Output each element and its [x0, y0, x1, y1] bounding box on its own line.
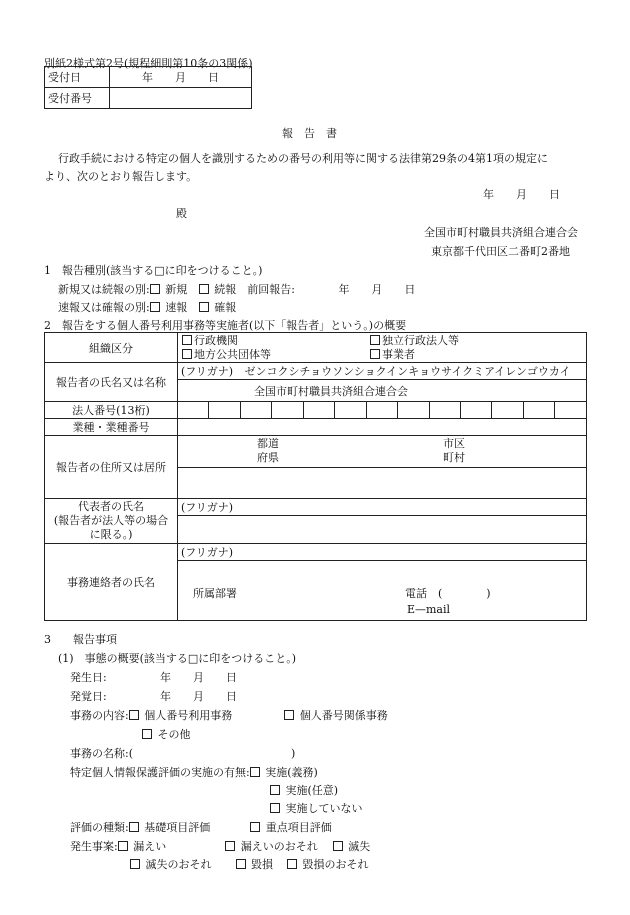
- loss-label: 滅失: [348, 840, 371, 853]
- priority-eval-label: 重点項目評価: [265, 821, 332, 834]
- corp-number-digit[interactable]: [240, 402, 271, 419]
- form-id: 別紙2様式第2号(規程細則第10条の3関係): [44, 57, 253, 70]
- contact-details[interactable]: [177, 561, 586, 621]
- department-label: 所属部署: [192, 587, 237, 600]
- address-label: 報告者の住所又は居所: [45, 436, 178, 499]
- incident-row2: [130, 856, 369, 872]
- org-type-label: 組織区分: [45, 333, 178, 363]
- phone-label: 電話 ( ): [404, 587, 491, 600]
- occurred-date[interactable]: 年 月 日: [160, 671, 237, 684]
- task-name-row: [70, 745, 295, 761]
- assessment-voluntary-label: 実施(任意): [285, 784, 339, 797]
- damage-risk-label: 毀損のおそれ: [302, 858, 369, 871]
- discovered-date-row: [70, 688, 237, 704]
- personal-number-related-label: 個人番号関係事務: [299, 709, 388, 722]
- corp-number-digit[interactable]: [555, 402, 587, 419]
- email-label: E—mail: [406, 603, 451, 616]
- damage-risk-checkbox[interactable]: [287, 859, 297, 869]
- corp-number-digit[interactable]: [461, 402, 492, 419]
- assessment-mandatory-label: 実施(義務): [265, 766, 318, 779]
- loss-risk-label: 滅失のおそれ: [145, 858, 212, 871]
- representative-label: [45, 499, 178, 544]
- representative-furigana-row: [177, 499, 586, 516]
- corp-number-digit[interactable]: [523, 402, 554, 419]
- corp-number-digit[interactable]: [209, 402, 240, 419]
- assessment-voluntary-checkbox[interactable]: [270, 785, 280, 795]
- corp-number-digit[interactable]: [335, 402, 366, 419]
- new-checkbox[interactable]: [150, 284, 160, 294]
- business-checkbox[interactable]: [370, 349, 380, 359]
- independent-agency-checkbox[interactable]: [370, 335, 380, 345]
- contact-furigana-label: (フリガナ): [180, 546, 233, 559]
- evaluation-type-row: [70, 819, 332, 835]
- city-label-top: 市区: [442, 437, 465, 450]
- evaluation-type-label: 評価の種類:: [70, 821, 129, 834]
- intro-line-2: より、次のとおり報告します。: [44, 170, 198, 183]
- assessment-row3: [270, 800, 363, 816]
- followup-option-label: 続報 前回報告:: [214, 283, 295, 296]
- flash-or-final-label: 速報又は確報の別:: [58, 301, 150, 314]
- addressee: 殿: [176, 207, 187, 220]
- basic-eval-checkbox[interactable]: [129, 822, 139, 832]
- basic-eval-label: 基礎項目評価: [144, 821, 211, 834]
- assessment-label: 特定個人情報保護評価の実施の有無:: [70, 766, 250, 779]
- personal-number-use-label: 個人番号利用事務: [144, 709, 233, 722]
- assessment-mandatory-checkbox[interactable]: [250, 767, 260, 777]
- reporter-name-kana[interactable]: ゼンコクシチョウソンショクインキョウサイクミアイレンゴウカイ: [244, 365, 571, 378]
- loss-risk-checkbox[interactable]: [130, 859, 140, 869]
- task-content-row: [70, 707, 388, 723]
- incident-label: 発生事案:: [70, 840, 118, 853]
- business-label: 事業者: [381, 347, 415, 361]
- pref-label-bottom: 府県: [256, 451, 279, 464]
- reporter-name-label: 報告者の氏名又は名称: [45, 363, 178, 402]
- independent-agency-label: 独立行政法人等: [381, 333, 459, 347]
- corp-number-digit[interactable]: [177, 402, 208, 419]
- leak-checkbox[interactable]: [118, 841, 128, 851]
- leak-risk-checkbox[interactable]: [225, 841, 235, 851]
- previous-report-date[interactable]: 年 月 日: [338, 283, 416, 296]
- sender-address: 東京都千代田区二番町2番地: [431, 245, 570, 258]
- representative-name-value[interactable]: [177, 516, 586, 544]
- reception-date-label: 受付日: [45, 67, 110, 88]
- reporter-furigana-label: (フリガナ): [180, 365, 233, 378]
- reception-date-value[interactable]: 年 月 日: [110, 67, 252, 88]
- discovered-date[interactable]: 年 月 日: [160, 690, 237, 703]
- assessment-none-label: 実施していない: [285, 802, 363, 815]
- priority-eval-checkbox[interactable]: [250, 822, 260, 832]
- reporter-overview-table: [44, 332, 587, 621]
- loss-checkbox[interactable]: [333, 841, 343, 851]
- assessment-row1: [70, 764, 318, 780]
- local-gov-label: 地方公共団体等: [193, 347, 271, 361]
- task-name-close: ): [291, 747, 296, 760]
- representative-label-line3: に限る。): [89, 528, 133, 541]
- occurred-label: 発生日:: [70, 671, 107, 684]
- corp-number-digit[interactable]: [303, 402, 334, 419]
- task-content-other-row: [142, 726, 191, 742]
- city-label-bottom: 町村: [442, 451, 465, 464]
- new-option-label: 新規: [165, 283, 188, 296]
- contact-furigana-row: [177, 544, 586, 561]
- reception-number-value[interactable]: [110, 88, 252, 109]
- personal-number-use-checkbox[interactable]: [129, 710, 139, 720]
- followup-checkbox[interactable]: [199, 284, 209, 294]
- pref-label-top: 都道: [256, 437, 279, 450]
- corp-number-digit[interactable]: [398, 402, 429, 419]
- incident-row1: [70, 838, 370, 854]
- address-pref-city-row[interactable]: [177, 436, 586, 468]
- assessment-none-checkbox[interactable]: [270, 803, 280, 813]
- org-type-options: [177, 333, 586, 363]
- corp-number-label: 法人番号(13桁): [45, 402, 178, 419]
- intro-line-1: 行政手続における特定の個人を識別するための番号の利用等に関する法律第29条の4第1項の規定に: [58, 152, 548, 165]
- address-detail[interactable]: [177, 468, 586, 499]
- report-type-row1: [58, 281, 415, 297]
- new-or-followup-label: 新規又は続報の別:: [58, 283, 150, 296]
- reception-number-label: 受付番号: [45, 88, 110, 109]
- representative-label-line2: (報告者が法人等の場合: [53, 514, 169, 527]
- corp-number-digit[interactable]: [366, 402, 397, 419]
- corp-number-digit[interactable]: [429, 402, 460, 419]
- leak-risk-label: 漏えいのおそれ: [240, 840, 318, 853]
- leak-label: 漏えい: [133, 840, 167, 853]
- gov-agency-checkbox[interactable]: [182, 335, 192, 345]
- section1-heading: 1 報告種別(該当する□に印をつけること。): [44, 264, 263, 277]
- report-type-row2: [58, 299, 236, 315]
- final-option-label: 確報: [214, 301, 237, 314]
- report-date[interactable]: 年 月 日: [483, 188, 560, 201]
- corp-number-digit[interactable]: [272, 402, 303, 419]
- gov-agency-label: 行政機関: [193, 333, 238, 347]
- section3-heading: 3 報告事項: [44, 633, 117, 646]
- sender-name: 全国市町村職員共済組合連合会: [424, 226, 578, 239]
- corp-number-digit[interactable]: [492, 402, 523, 419]
- section3-sub1: (1) 事態の概要(該当する□に印をつけること。): [58, 652, 297, 665]
- flash-option-label: 速報: [165, 301, 188, 314]
- page-title: 報 告 書: [282, 127, 337, 140]
- task-content-label: 事務の内容:: [70, 709, 129, 722]
- section2-heading: 2 報告をする個人番号利用事務等実施者(以下「報告者」という。)の概要: [44, 319, 407, 332]
- local-gov-checkbox[interactable]: [182, 349, 192, 359]
- final-checkbox[interactable]: [199, 302, 209, 312]
- personal-number-related-checkbox[interactable]: [284, 710, 294, 720]
- assessment-row2: [270, 782, 338, 798]
- damage-label: 毀損: [251, 858, 273, 871]
- discovered-label: 発覚日:: [70, 690, 107, 703]
- other-content-checkbox[interactable]: [142, 729, 152, 739]
- reporter-name-kana-row: [177, 363, 586, 380]
- industry-value[interactable]: [177, 419, 586, 436]
- other-content-label: その他: [157, 728, 191, 741]
- contact-person-label: 事務連絡者の氏名: [45, 544, 178, 621]
- reporter-name-value[interactable]: 全国市町村職員共済組合連合会: [177, 380, 586, 402]
- representative-furigana-label: (フリガナ): [180, 501, 233, 514]
- industry-label: 業種・業種番号: [45, 419, 178, 436]
- task-name-label: 事務の名称:(: [70, 747, 133, 760]
- occurred-date-row: [70, 669, 237, 685]
- flash-checkbox[interactable]: [150, 302, 160, 312]
- damage-checkbox[interactable]: [236, 859, 246, 869]
- representative-label-line1: 代表者の氏名: [77, 500, 144, 513]
- reception-table: [44, 66, 252, 109]
